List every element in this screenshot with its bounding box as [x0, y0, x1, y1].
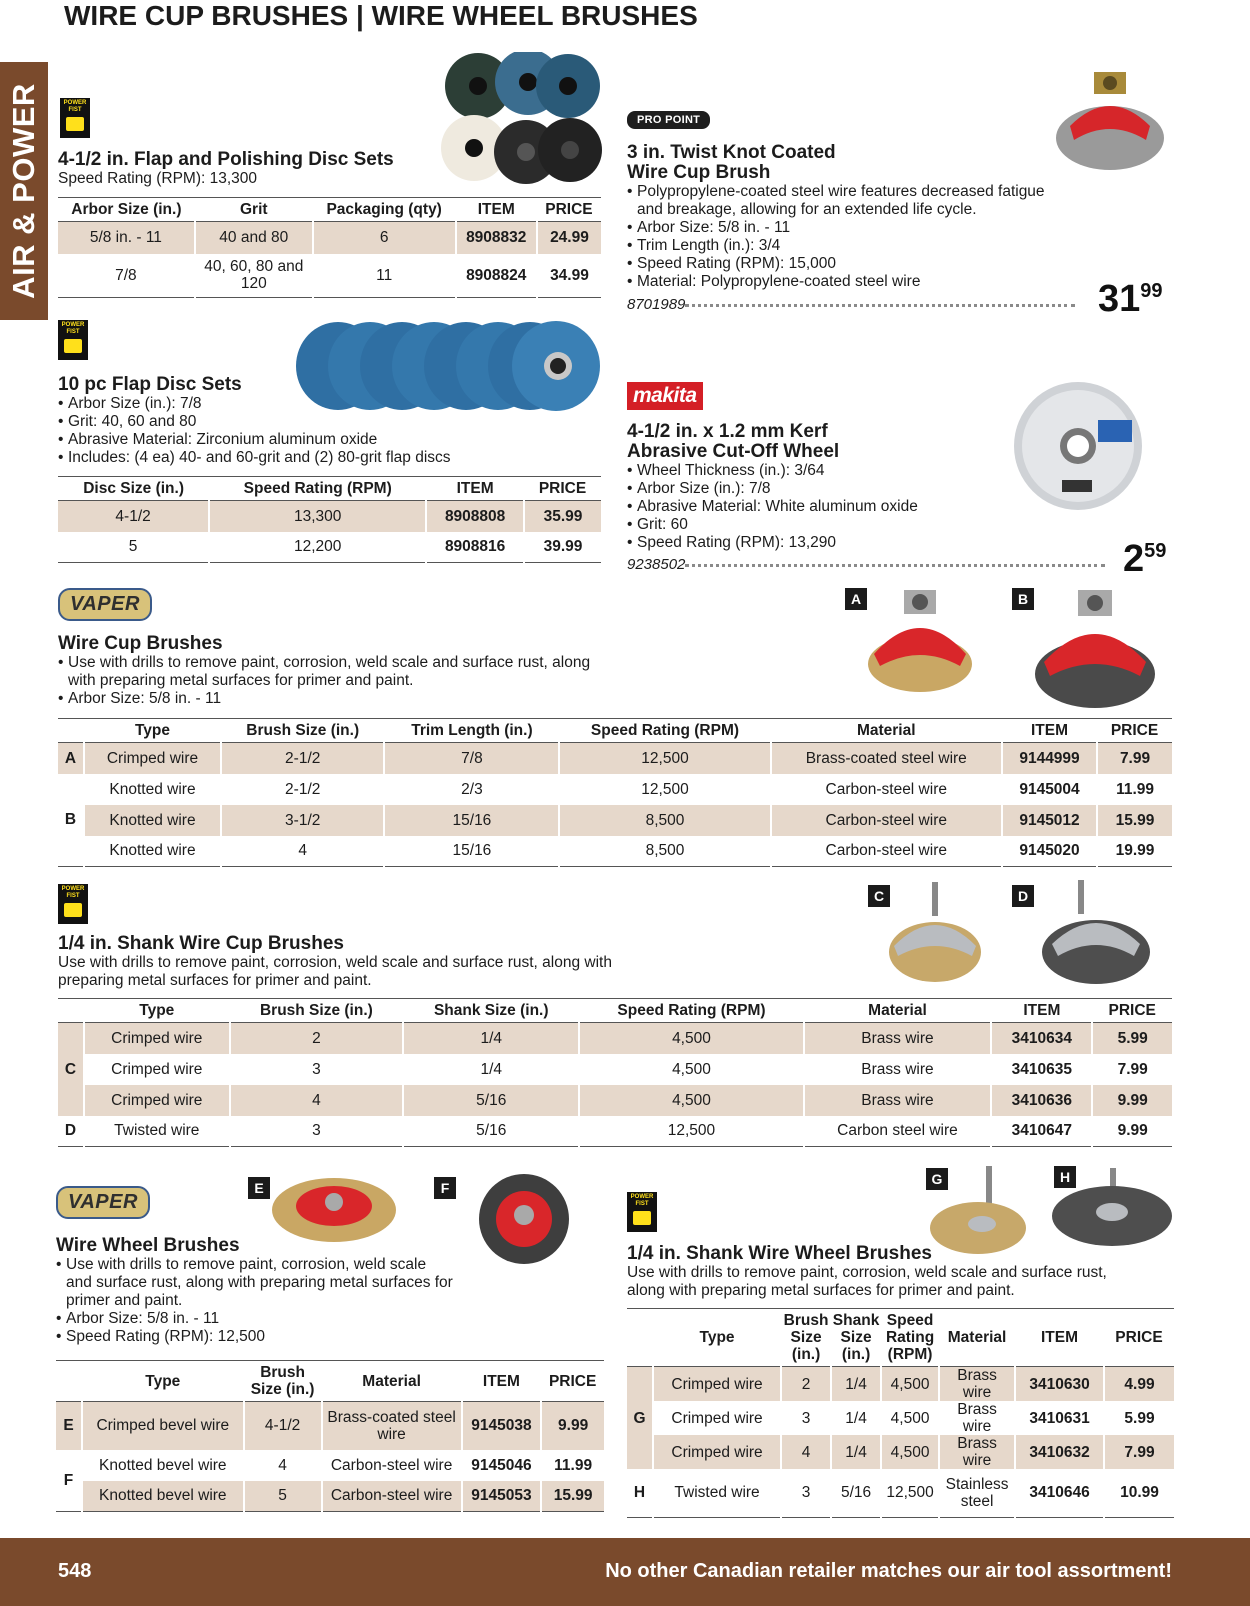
brush-e-image	[270, 1172, 398, 1244]
col-header: PRICE	[1092, 999, 1172, 1023]
col-header: Type	[84, 719, 221, 743]
table-row: Crimped wire 4 1/4 4,500 Brass wire 3410632 7.99	[627, 1435, 1174, 1469]
table-row: E Crimped bevel wire 4-1/2 Brass-coated steel wire 9145038 9.99	[56, 1402, 604, 1450]
twist-knot-item-number: 8701989	[627, 296, 1097, 313]
col-header: PRICE	[537, 198, 601, 222]
badge-h: H	[1054, 1166, 1076, 1188]
table-row: D Twisted wire 3 5/16 12,500 Carbon steel wire 3410647 9.99	[58, 1116, 1172, 1147]
flap-sets-table	[58, 197, 601, 298]
col-header: Type	[653, 1309, 781, 1367]
col-header: Brush Size (in.)	[221, 719, 384, 743]
table-row: 5/8 in. - 11 40 and 80 6 8908832 24.99	[58, 222, 601, 254]
wire-wheel-table	[56, 1360, 604, 1512]
badge-e: E	[248, 1177, 270, 1199]
brush-c-image	[880, 882, 990, 986]
col-header: ITEM	[456, 198, 537, 222]
col-header: PRICE	[1097, 719, 1172, 743]
col-header: Speed Rating (RPM)	[209, 477, 426, 501]
col-header: Arbor Size (in.)	[58, 198, 195, 222]
wire-wheel-block: Wire Wheel Brushes • Use with drills to remove paint, corrosion, weld scale and surface rust, along with preparing metal surfaces for primer and paint. • Arbor Size: 5/8 in. - 11 • Speed Rating (RPM): 12,500	[56, 1236, 556, 1346]
twist-knot-price: 3199	[1098, 278, 1163, 320]
footer-tagline: No other Canadian retailer matches our air tool assortment!	[605, 1560, 1172, 1582]
cutoff-block: 4-1/2 in. x 1.2 mm Kerf Abrasive Cut-Off Wheel • Wheel Thickness (in.): 3/64 • Arbor Size (in.): 7/8 • Abrasive Material: White aluminum oxide • Grit: 60 • Speed Rating (RPM): 13,290	[627, 422, 1007, 552]
col-header: ITEM	[1002, 719, 1097, 743]
table-row: Crimped wire 3 1/4 4,500 Brass wire 3410635 7.99	[58, 1054, 1172, 1085]
flap-10pc-block: 10 pc Flap Disc Sets • Arbor Size (in.): 7/8 • Grit: 40, 60 and 80 • Abrasive Material: Zirconium aluminum oxide • Includes: (4 ea) 40- and 60-grit and (2) 80-grit flap discs	[58, 375, 598, 467]
col-header: Speed Rating (RPM)	[881, 1309, 939, 1367]
col-header: Material	[939, 1309, 1015, 1367]
brush-a-image	[860, 584, 980, 696]
table-row: H Twisted wire 3 5/16 12,500 Stainless steel 3410646 10.99	[627, 1469, 1174, 1517]
badge-f: F	[434, 1177, 456, 1199]
shank-cup-block: 1/4 in. Shank Wire Cup Brushes Use with drills to remove paint, corrosion, weld scale and surface rust, along with preparing metal surfaces for primer and paint.	[58, 933, 612, 989]
badge-g: G	[926, 1168, 948, 1190]
table-row: Knotted wire 3-1/2 15/16 8,500 Carbon-steel wire 9145012 15.99	[58, 805, 1172, 836]
shank-wheel-table	[627, 1308, 1174, 1518]
shank-wheel-block: 1/4 in. Shank Wire Wheel Brushes Use with drills to remove paint, corrosion, weld scale and surface rust, along with preparing metal surfaces for primer and paint.	[627, 1243, 1107, 1299]
col-header: Material	[804, 999, 992, 1023]
table-row: C Crimped wire 2 1/4 4,500 Brass wire 3410634 5.99	[58, 1023, 1172, 1054]
page-footer	[0, 1538, 1250, 1606]
col-header: Disc Size (in.)	[58, 477, 209, 501]
brush-h-image	[1052, 1168, 1174, 1248]
brush-g-image	[928, 1166, 1028, 1256]
col-header: Speed Rating (RPM)	[559, 719, 770, 743]
flap-sets-title: 4-1/2 in. Flap and Polishing Disc Sets	[58, 149, 394, 170]
page-title: WIRE CUP BRUSHES | WIRE WHEEL BRUSHES	[64, 0, 698, 31]
table-row: Crimped wire 4 5/16 4,500 Brass wire 3410636 9.99	[58, 1085, 1172, 1116]
col-header: Shank Size (in.)	[831, 1309, 881, 1367]
col-header: Type	[84, 999, 230, 1023]
table-row: A Crimped wire 2-1/2 7/8 12,500 Brass-coated steel wire 9144999 7.99	[58, 743, 1172, 774]
twist-knot-brush-image	[1050, 66, 1170, 176]
badge-a: A	[845, 588, 867, 610]
vaper-logo: VAPER	[56, 1186, 150, 1219]
cutoff-price: 259	[1123, 538, 1167, 580]
badge-b: B	[1012, 588, 1034, 610]
table-row: B Knotted wire 2-1/2 2/3 12,500 Carbon-steel wire 9145004 11.99	[58, 774, 1172, 805]
col-header: Brush Size (in.)	[244, 1361, 322, 1402]
table-row: G Crimped wire 2 1/4 4,500 Brass wire 3410630 4.99	[627, 1367, 1174, 1402]
col-header: PRICE	[541, 1361, 604, 1402]
col-header: ITEM	[1015, 1309, 1104, 1367]
col-header: ITEM	[991, 999, 1092, 1023]
wire-cup-block: Wire Cup Brushes • Use with drills to remove paint, corrosion, weld scale and surface rust, along with preparing metal surfaces for primer and paint. • Arbor Size: 5/8 in. - 11	[58, 634, 618, 708]
cutoff-item-number: 9238502	[627, 556, 1124, 573]
power-fist-logo: POWER FIST	[58, 884, 88, 924]
table-row: 7/8 40, 60, 80 and 120 11 8908824 34.99	[58, 254, 601, 298]
col-header: Trim Length (in.)	[384, 719, 559, 743]
pro-point-logo: PRO POINT	[627, 110, 710, 129]
category-tab[interactable]	[0, 62, 48, 320]
power-fist-logo: POWER FIST	[60, 98, 90, 138]
flap-10pc-title: 10 pc Flap Disc Sets	[58, 374, 242, 395]
col-header: Speed Rating (RPM)	[579, 999, 803, 1023]
col-header: Material	[322, 1361, 462, 1402]
col-header: Brush Size (in.)	[230, 999, 404, 1023]
brush-d-image	[1036, 880, 1156, 990]
badge-c: C	[868, 885, 890, 907]
cutoff-wheel-image	[1012, 380, 1144, 512]
col-header: ITEM	[462, 1361, 542, 1402]
col-header: Shank Size (in.)	[403, 999, 579, 1023]
table-row: Knotted wire 4 15/16 8,500 Carbon-steel wire 9145020 19.99	[58, 836, 1172, 867]
wire-cup-table	[58, 718, 1172, 867]
makita-logo: makita	[627, 382, 703, 410]
flap-sets-block	[58, 150, 598, 188]
col-header: Grit	[195, 198, 313, 222]
table-row: F Knotted bevel wire 4 Carbon-steel wire 9145046 11.99	[56, 1450, 604, 1481]
table-row: Knotted bevel wire 5 Carbon-steel wire 9145053 15.99	[56, 1481, 604, 1512]
flap-10pc-table	[58, 476, 601, 563]
brush-b-image	[1030, 584, 1160, 712]
col-header: PRICE	[524, 477, 601, 501]
shank-cup-table	[58, 998, 1172, 1147]
col-header: Material	[771, 719, 1002, 743]
power-fist-logo: POWER FIST	[627, 1192, 657, 1232]
category-tab-label: AIR & POWER	[6, 83, 41, 299]
page-number: 548	[58, 1560, 92, 1582]
table-row: 5 12,200 8908816 39.99	[58, 532, 601, 563]
twist-knot-block: 3 in. Twist Knot Coated Wire Cup Brush • Polypropylene-coated steel wire features decreased fatigue and breakage, allowing for an extended life cycle. • Arbor Size: 5/8 in. - 11 • Trim Length (in.): 3/4 • Speed Rating (RPM): 15,000 • Material: Polypropylene-coated steel wire	[627, 143, 1067, 291]
table-row: Crimped wire 3 1/4 4,500 Brass wire 3410631 5.99	[627, 1401, 1174, 1435]
table-row: 4-1/2 13,300 8908808 35.99	[58, 501, 601, 532]
flap-sets-subtitle: Speed Rating (RPM): 13,300	[58, 170, 258, 187]
badge-d: D	[1012, 885, 1034, 907]
col-header: PRICE	[1104, 1309, 1174, 1367]
col-header: Brush Size (in.)	[781, 1309, 831, 1367]
col-header: ITEM	[426, 477, 524, 501]
vaper-logo: VAPER	[58, 588, 152, 621]
col-header: Type	[82, 1361, 244, 1402]
power-fist-logo: POWER FIST	[58, 320, 88, 360]
col-header: Packaging (qty)	[313, 198, 456, 222]
